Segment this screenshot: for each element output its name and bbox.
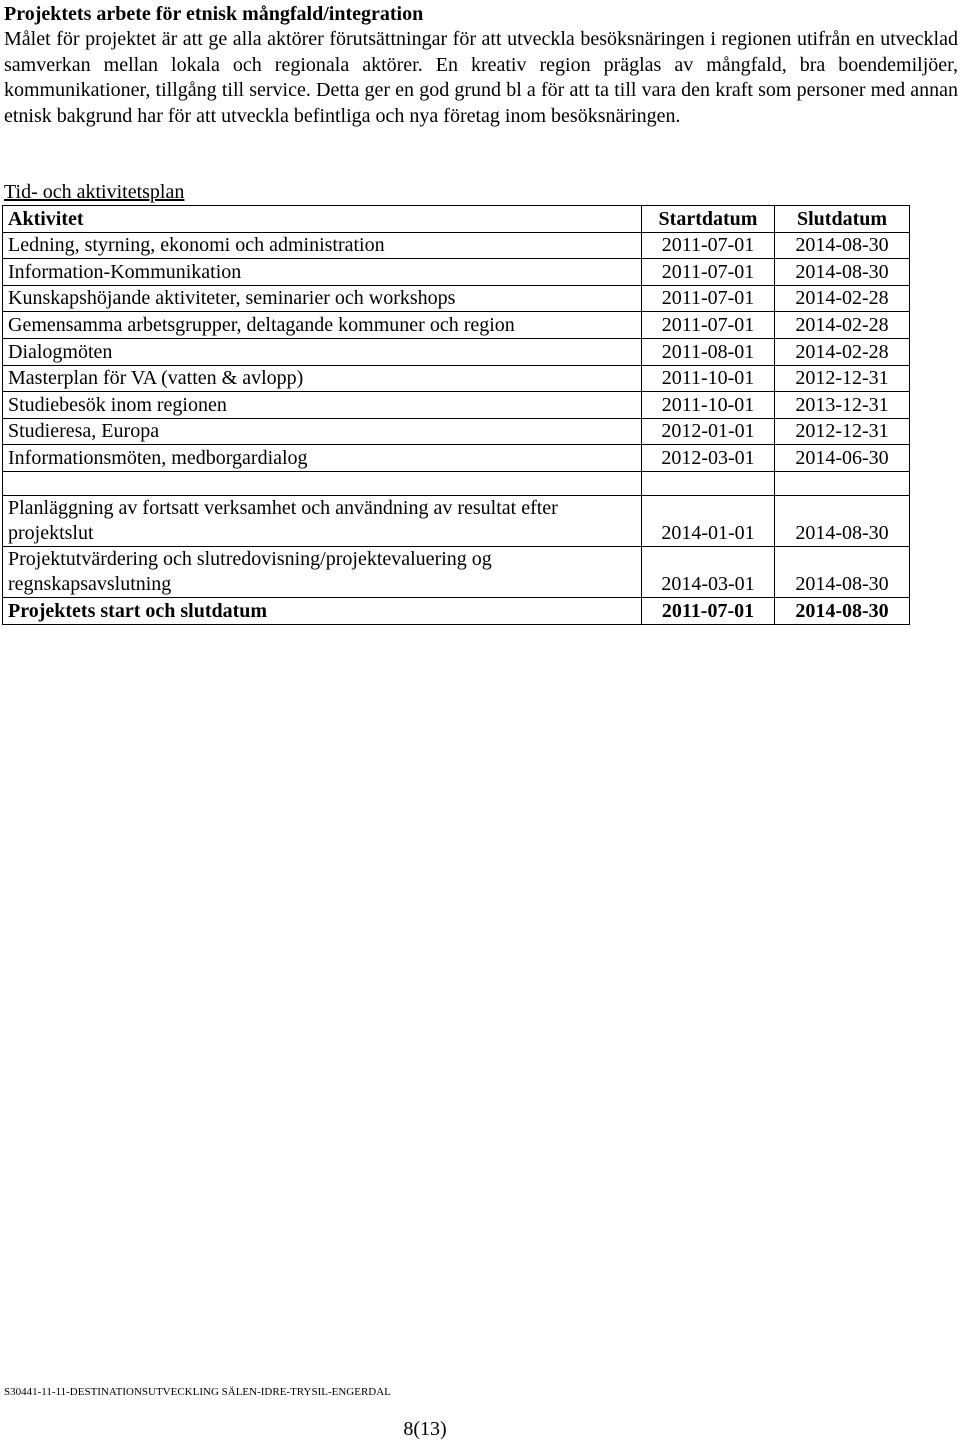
end-date-cell: 2012-12-31 xyxy=(775,365,910,392)
activity-cell: Informationsmöten, medborgardialog xyxy=(3,445,642,472)
total-end-date-cell: 2014-08-30 xyxy=(775,597,910,624)
header-start-date: Startdatum xyxy=(642,206,775,233)
table-row xyxy=(3,546,910,597)
header-end-date: Slutdatum xyxy=(775,206,910,233)
table-row-total xyxy=(3,597,910,624)
start-date-cell: 2011-07-01 xyxy=(642,285,775,312)
table-row xyxy=(3,418,910,445)
start-date-cell-empty xyxy=(642,471,775,495)
activity-cell: Information-Kommunikation xyxy=(3,259,642,286)
page-number: 8(13) xyxy=(403,1418,447,1440)
end-date-cell: 2014-02-28 xyxy=(775,312,910,339)
start-date-cell: 2011-10-01 xyxy=(642,365,775,392)
table-row xyxy=(3,445,910,472)
table-row xyxy=(3,392,910,419)
activity-cell-empty xyxy=(3,471,642,495)
table-row xyxy=(3,338,910,365)
activity-cell: Projektutvärdering och slutredovisning/projektevaluering og regnskapsavslutning xyxy=(3,546,642,597)
activity-cell: Dialogmöten xyxy=(3,338,642,365)
end-date-cell: 2014-08-30 xyxy=(775,495,910,546)
activity-cell: Kunskapshöjande aktiviteter, seminarier och workshops xyxy=(3,285,642,312)
start-date-cell: 2012-03-01 xyxy=(642,445,775,472)
end-date-cell: 2014-08-30 xyxy=(775,232,910,259)
start-date-cell: 2011-07-01 xyxy=(642,259,775,286)
start-date-cell: 2014-03-01 xyxy=(642,546,775,597)
activity-cell: Gemensamma arbetsgrupper, deltagande kommuner och region xyxy=(3,312,642,339)
total-activity-cell: Projektets start och slutdatum xyxy=(3,597,642,624)
activity-cell: Masterplan för VA (vatten & avlopp) xyxy=(3,365,642,392)
table-header-row xyxy=(3,206,910,233)
table-row xyxy=(3,312,910,339)
footer-reference: S30441-11-11-DESTINATIONSUTVECKLING SÄLEN-IDRE-TRYSIL-ENGERDAL xyxy=(4,1386,391,1398)
activity-cell: Planläggning av fortsatt verksamhet och användning av resultat efter projektslut xyxy=(3,495,642,546)
activity-table xyxy=(2,205,910,625)
table-row-empty xyxy=(3,471,910,495)
start-date-cell: 2014-01-01 xyxy=(642,495,775,546)
start-date-cell: 2012-01-01 xyxy=(642,418,775,445)
table-row xyxy=(3,259,910,286)
activity-cell: Studieresa, Europa xyxy=(3,418,642,445)
start-date-cell: 2011-07-01 xyxy=(642,232,775,259)
end-date-cell: 2014-02-28 xyxy=(775,285,910,312)
plan-heading: Tid- och aktivitetsplan xyxy=(4,181,185,203)
end-date-cell: 2014-02-28 xyxy=(775,338,910,365)
table-row xyxy=(3,285,910,312)
header-activity: Aktivitet xyxy=(3,206,642,233)
end-date-cell: 2014-08-30 xyxy=(775,259,910,286)
end-date-cell: 2013-12-31 xyxy=(775,392,910,419)
table-row xyxy=(3,232,910,259)
end-date-cell-empty xyxy=(775,471,910,495)
end-date-cell: 2012-12-31 xyxy=(775,418,910,445)
table-row xyxy=(3,365,910,392)
end-date-cell: 2014-06-30 xyxy=(775,445,910,472)
activity-cell: Studiebesök inom regionen xyxy=(3,392,642,419)
start-date-cell: 2011-08-01 xyxy=(642,338,775,365)
total-start-date-cell: 2011-07-01 xyxy=(642,597,775,624)
start-date-cell: 2011-10-01 xyxy=(642,392,775,419)
end-date-cell: 2014-08-30 xyxy=(775,546,910,597)
activity-cell: Ledning, styrning, ekonomi och administration xyxy=(3,232,642,259)
start-date-cell: 2011-07-01 xyxy=(642,312,775,339)
section-title: Projektets arbete för etnisk mångfald/integration xyxy=(4,3,424,25)
body-paragraph: Målet för projektet är att ge alla aktörer förutsättningar för att utveckla besöksnäringen i regionen utifrån en utvecklad samverkan mellan lokala och regionala aktörer. En kreativ region präglas av mångfald, bra boendemiljöer, kommunikationer, tillgång till service. Detta ger en god grund bl a för att ta till vara den kraft som personer med annan etnisk bakgrund har för att utveckla befintliga och nya företag inom besöksnäringen. xyxy=(4,28,958,127)
table-row xyxy=(3,495,910,546)
